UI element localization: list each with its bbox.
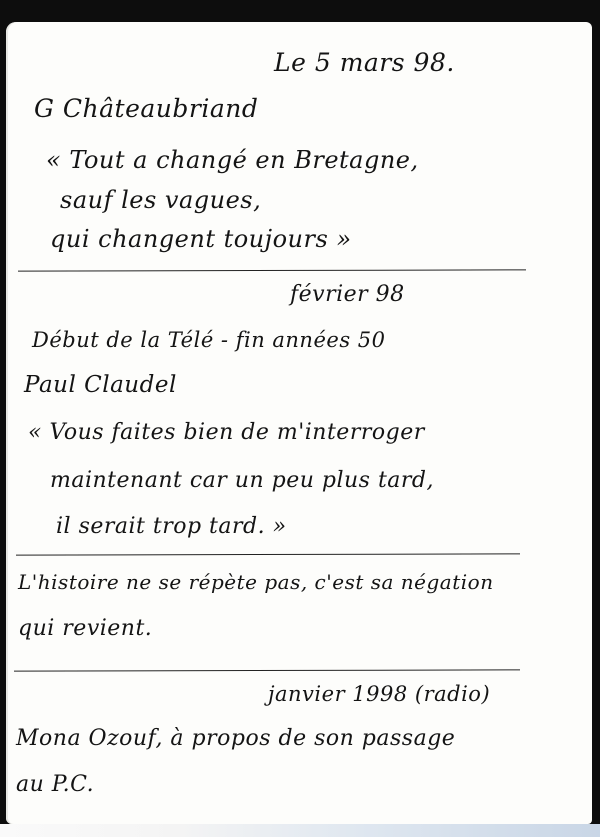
scan-edge (0, 824, 600, 837)
quote-line: qui revient. (18, 616, 153, 641)
entry-date: Le 5 mars 98. (274, 48, 455, 77)
quote-line: maintenant car un peu plus tard, (50, 468, 434, 493)
note-line: Mona Ozouf, à propos de son passage (16, 726, 456, 751)
entry-date: janvier 1998 (radio) (268, 682, 491, 706)
separator-line (14, 669, 520, 671)
separator-line (18, 269, 526, 271)
quote-line: « Tout a changé en Bretagne, (46, 146, 419, 174)
quote-line: qui changent toujours » (50, 225, 352, 253)
entry-date: février 98 (290, 282, 405, 307)
separator-line (16, 553, 520, 555)
quote-line: sauf les vagues, (60, 186, 262, 214)
quote-line: L'histoire ne se répète pas, c'est sa négation (18, 570, 494, 594)
quote-line: « Vous faites bien de m'interroger (28, 420, 425, 445)
entry-heading: Début de la Télé - fin années 50 (32, 328, 386, 352)
note-line: au P.C. (16, 772, 95, 797)
quote-line: il serait trop tard. » (56, 514, 287, 539)
notebook-page (6, 22, 592, 824)
entry-author: G Châteaubriand (34, 94, 259, 123)
entry-author: Paul Claudel (24, 372, 177, 398)
